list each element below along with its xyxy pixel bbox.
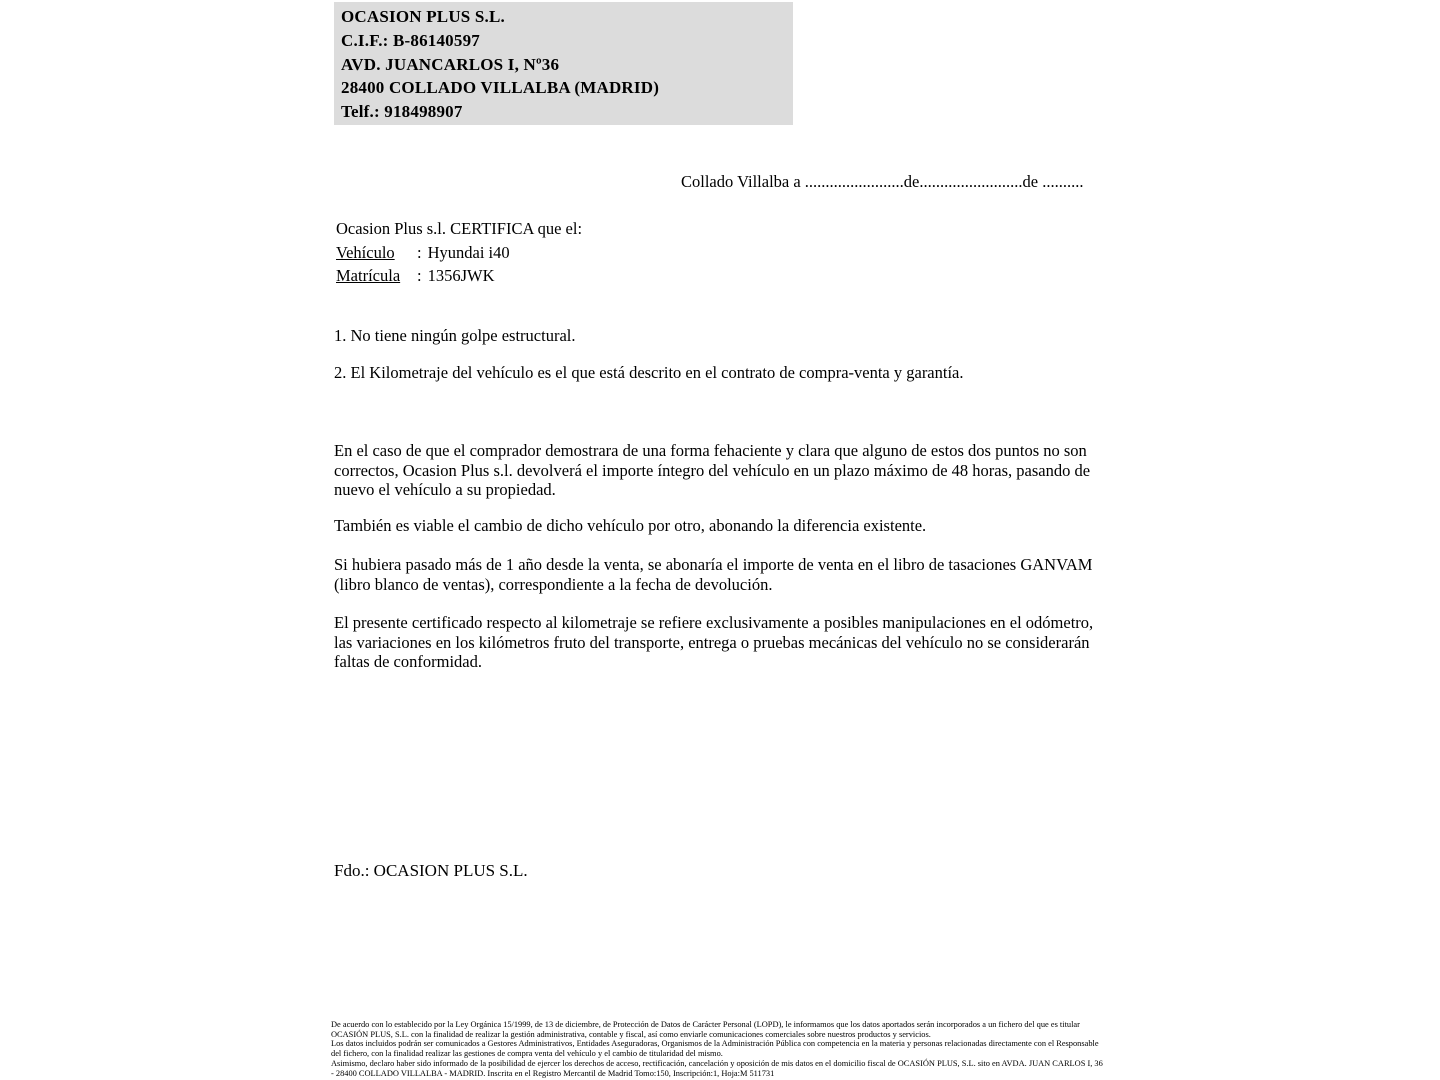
plate-value: 1356JWK — [427, 266, 495, 285]
paragraph-odometer: El presente certificado respecto al kilometraje se refiere exclusivamente a posibles manipulaciones en el odómetro, las variaciones en los kilómetros fruto del transporte, entrega o pruebas mecánicas del vehículo no se considerarán faltas de conformidad. — [334, 613, 1094, 671]
legal-footer — [331, 1020, 1107, 1078]
certify-intro: Ocasion Plus s.l. CERTIFICA que el: — [336, 219, 583, 238]
clause-1: 1. No tiene ningún golpe estructural. — [334, 326, 576, 345]
plate-label: Matrícula — [336, 266, 401, 285]
paragraph-refund: En el caso de que el comprador demostrara de una forma fehaciente y clara que alguno de estos dos puntos no son correctos, Ocasion Plus s.l. devolverá el importe íntegro del vehículo en un plazo máximo de 48 horas, pasando de nuevo el vehículo a su propiedad. — [334, 441, 1091, 499]
company-address: AVD. JUANCARLOS I, Nº36 — [341, 54, 560, 74]
plate-separator: : — [417, 266, 422, 285]
body-paragraphs — [334, 441, 1106, 672]
plate-row — [336, 264, 582, 288]
signature-line: Fdo.: OCASION PLUS S.L. — [334, 861, 528, 880]
vehicle-value: Hyundai i40 — [427, 242, 510, 262]
vehicle-row — [336, 241, 582, 265]
vehicle-separator: : — [417, 242, 422, 262]
company-city: 28400 COLLADO VILLALBA (MADRID) — [341, 78, 660, 98]
clause-2: 2. El Kilometraje del vehículo es el que está descrito en el contrato de compra-venta y garantía. — [334, 363, 964, 382]
certification-block — [336, 217, 582, 288]
legal-paragraph-sharing: Los datos incluidos podrán ser comunicados a Gestores Administrativos, Entidades Aseguradoras, Organismos de la Administración Pública con competencia en la materia y personas relacionadas directamente con el Responsable del fichero, con la finalidad realizar las gestiones de compra venta del vehículo y el cambio de titularidad del mismo. — [331, 1039, 1099, 1059]
company-name: OCASION PLUS S.L. — [341, 7, 505, 26]
paragraph-exchange: También es viable el cambio de dicho vehículo por otro, abonando la diferencia existente. — [334, 515, 927, 535]
company-letterhead-box — [334, 2, 793, 125]
company-cif: C.I.F.: B-86140597 — [341, 30, 480, 50]
place-date-line: Collado Villalba a ........................de.........................de .......... — [681, 172, 1084, 191]
clauses-list — [334, 326, 1106, 383]
company-phone: Telf.: 918498907 — [341, 102, 463, 122]
paragraph-ganvam: Si hubiera pasado más de 1 año desde la venta, se abonaría el importe de venta en el libro de tasaciones GANVAM (libro blanco de ventas), correspondiente a la fecha de devolución. — [334, 555, 1093, 594]
legal-paragraph-rights: Asimismo, declaro haber sido informado de la posibilidad de ejercer los derechos de acceso, rectificación, cancelación y oposición de mis datos en el domicilio fiscal de OCASIÓN PLUS, S.L. sito en AVDA. JUAN CARLOS I, 36 - 28400 COLLADO VILLALBA - MADRID. Inscrita en el Registro Mercantil de Madrid Tomo:150, Inscripción:1, Hoja:M 511731 — [331, 1058, 1103, 1078]
vehicle-label: Vehículo — [336, 242, 395, 262]
legal-paragraph-lopd: De acuerdo con lo establecido por la Ley Orgánica 15/1999, de 13 de diciembre, de Protección de Datos de Carácter Personal (LOPD), le informamos que los datos aportados serán incorporados a un fichero del que es titular OCASIÓN PLUS, S.L. con la finalidad de realizar la gestión administrativa, contable y fiscal, así como enviarle comunicaciones comerciales sobre nuestros productos y servicios. — [331, 1020, 1080, 1039]
